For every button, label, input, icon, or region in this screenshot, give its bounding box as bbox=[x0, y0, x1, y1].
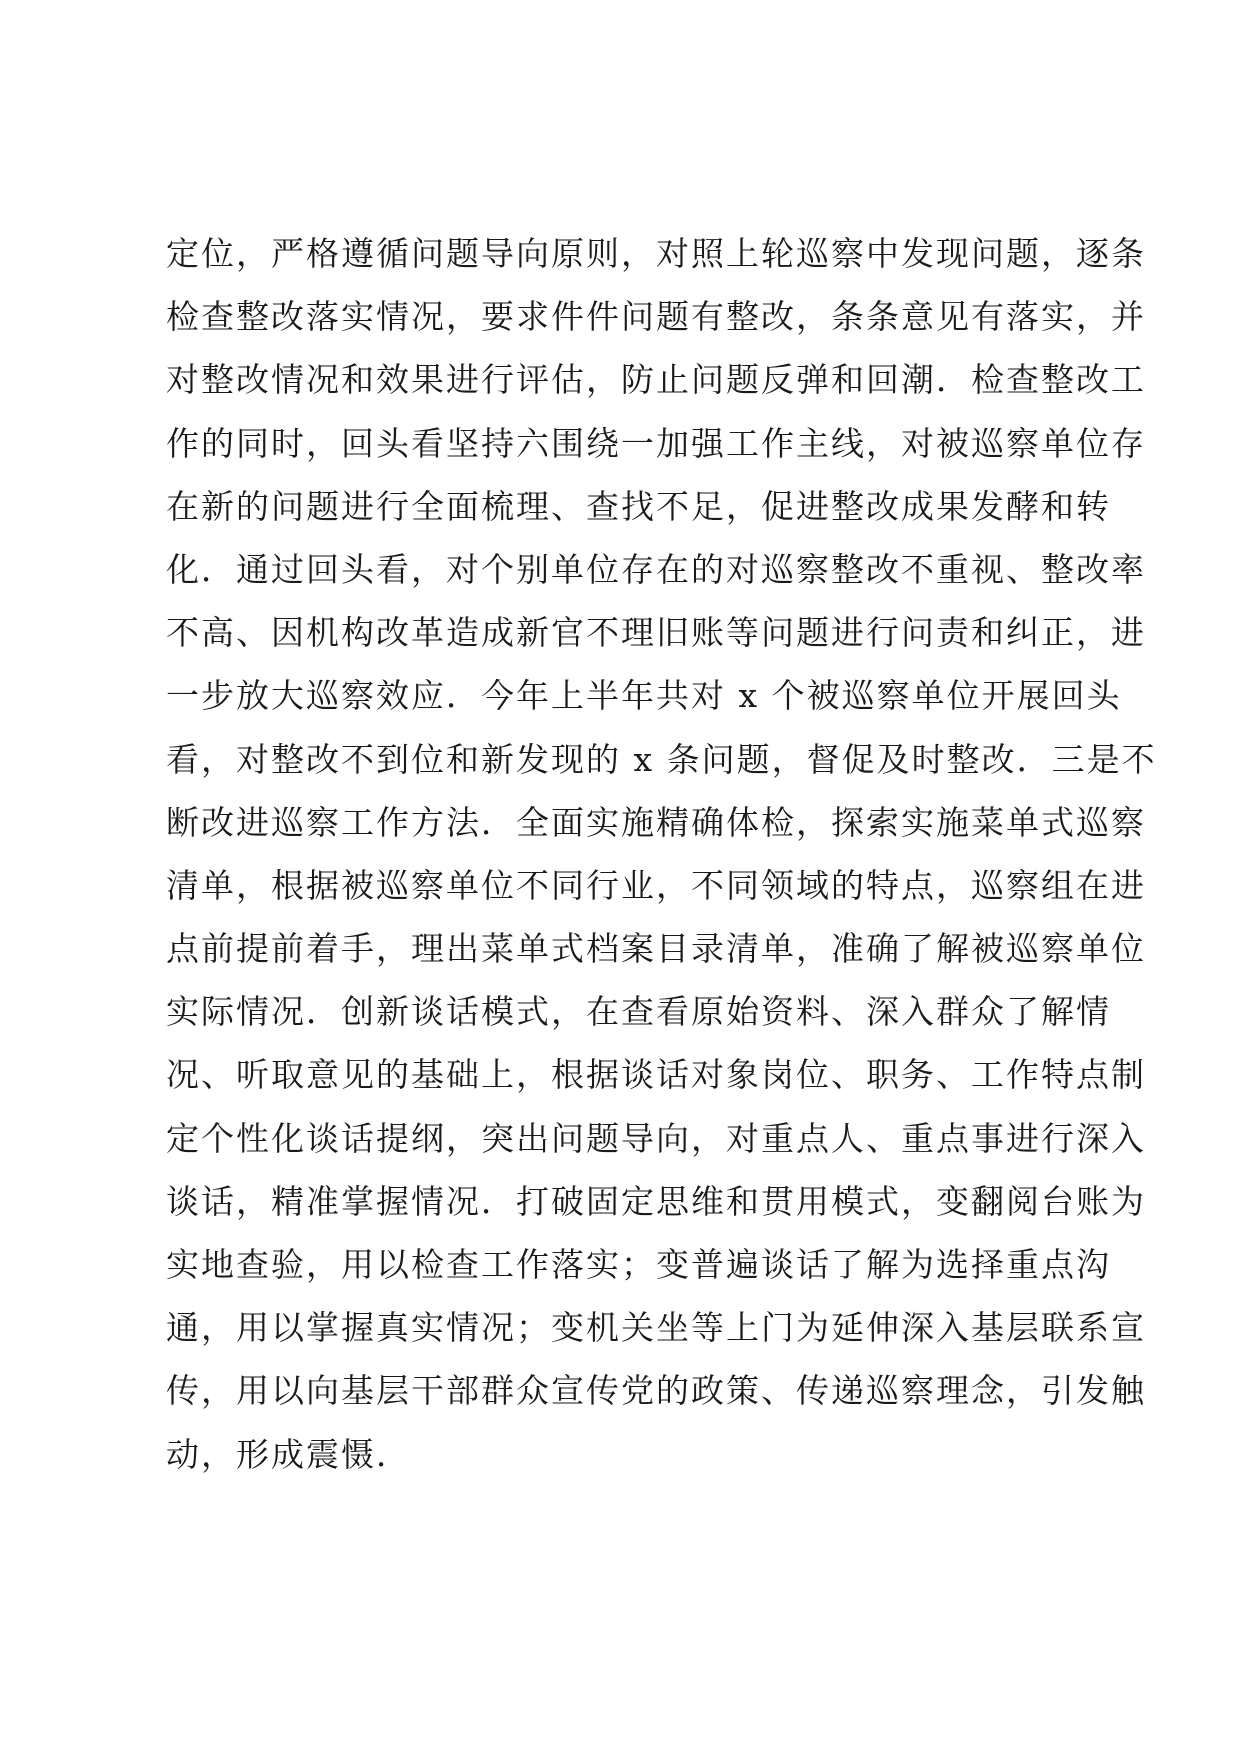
text-line: 化．通过回头看，对个别单位存在的对巡察整改不重视、整改率 bbox=[166, 549, 1146, 589]
text-line: 作的同时，回头看坚持六围绕一加强工作主线，对被巡察单位存 bbox=[166, 423, 1146, 463]
body-paragraph bbox=[166, 222, 1157, 1486]
text-line: 定个性化谈话提纲，突出问题导向，对重点人、重点事进行深入 bbox=[166, 1118, 1146, 1158]
text-line: 实际情况．创新谈话模式，在查看原始资料、深入群众了解情 bbox=[166, 992, 1111, 1032]
text-line: 在新的问题进行全面梳理、查找不足，促进整改成果发酵和转 bbox=[166, 486, 1111, 526]
text-line: 看，对整改不到位和新发现的 x 条问题，督促及时整改．三是不 bbox=[166, 739, 1157, 779]
text-line: 传，用以向基层干部群众宣传党的政策、传递巡察理念，引发触 bbox=[166, 1371, 1146, 1411]
text-line: 点前提前着手，理出菜单式档案目录清单，准确了解被巡察单位 bbox=[166, 929, 1146, 969]
text-line: 实地查验，用以检查工作落实；变普遍谈话了解为选择重点沟 bbox=[166, 1245, 1111, 1284]
text-line: 谈话，精准掌握情况．打破固定思维和贯用模式，变翻阅台账为 bbox=[166, 1181, 1146, 1221]
text-line: 动，形成震慑． bbox=[166, 1434, 411, 1474]
text-line: 况、听取意见的基础上，根据谈话对象岗位、职务、工作特点制 bbox=[166, 1055, 1146, 1095]
text-line: 断改进巡察工作方法．全面实施精确体检，探索实施菜单式巡察 bbox=[166, 802, 1146, 842]
text-line: 通，用以掌握真实情况；变机关坐等上门为延伸深入基层联系宣 bbox=[166, 1308, 1146, 1348]
text-line: 一步放大巡察效应．今年上半年共对 x 个被巡察单位开展回头 bbox=[166, 676, 1122, 716]
text-line: 对整改情况和效果进行评估，防止问题反弹和回潮．检查整改工 bbox=[166, 360, 1146, 400]
text-line: 检查整改落实情况，要求件件问题有整改，条条意见有落实，并 bbox=[166, 297, 1146, 337]
text-line: 定位，严格遵循问题导向原则，对照上轮巡察中发现问题，逐条 bbox=[166, 234, 1146, 273]
text-line: 清单，根据被巡察单位不同行业，不同领域的特点，巡察组在进 bbox=[166, 865, 1146, 905]
text-line: 不高、因机构改革造成新官不理旧账等问题进行问责和纠正，进 bbox=[166, 613, 1146, 653]
